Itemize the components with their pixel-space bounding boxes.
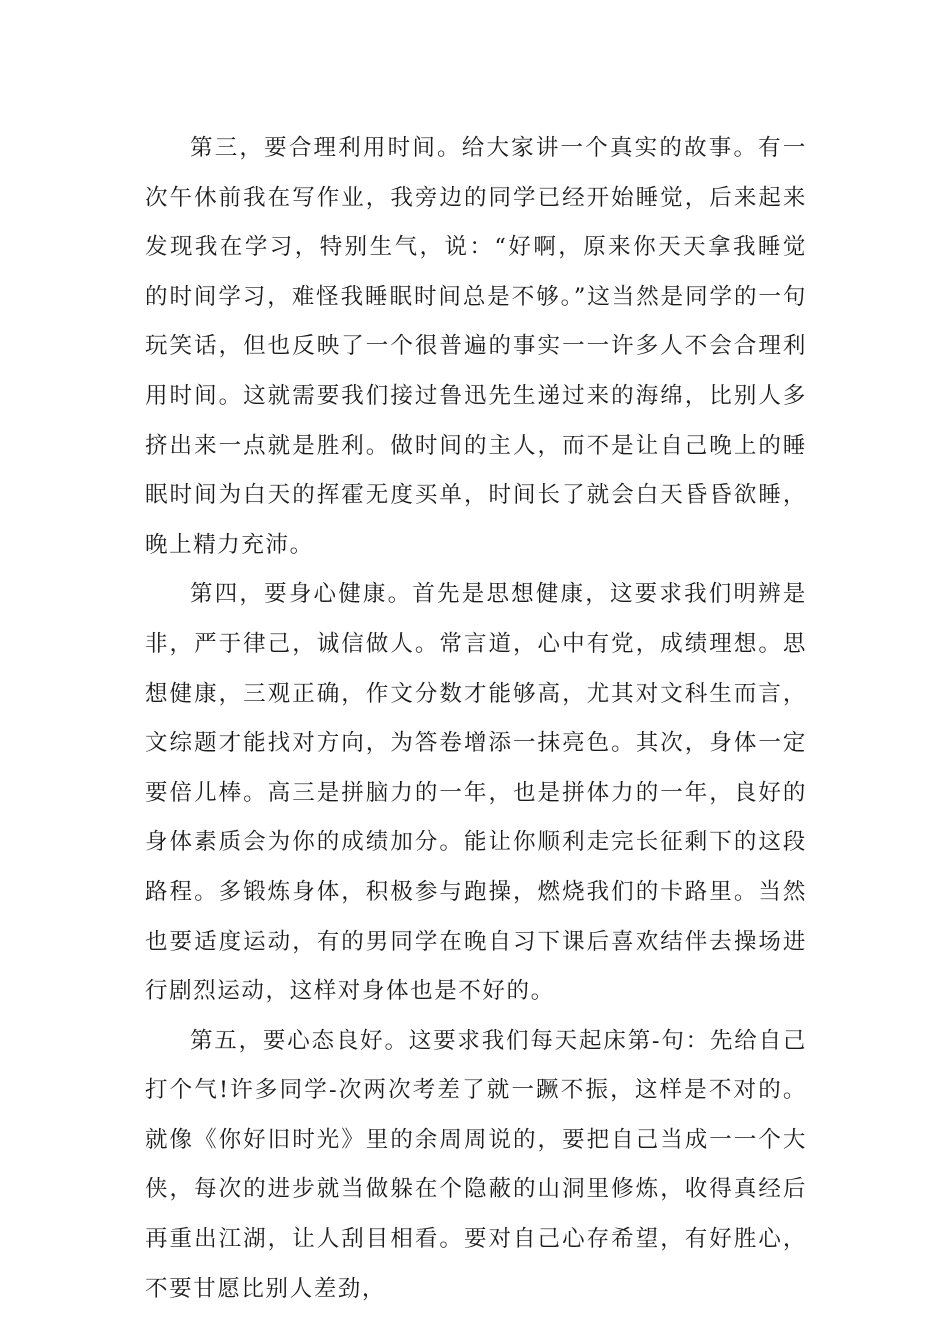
paragraph-time-management: 第三，要合理利用时间。给大家讲一个真实的故事。有一次午休前我在写作业，我旁边的同学已经开始睡觉，后来起来发现我在学习，特别生气，说：“好啊，原来你天天拿我睡觉的时间学习，难怪我睡眠时间总是不够。”这当然是同学的一句玩笑话，但也反映了一个很普遍的事实一一许多人不会合理利用时间。这就需要我们接过鲁迅先生递过来的海绵，比别人多挤出来一点就是胜利。做时间的主人，而不是让自己晚上的睡眠时间为白天的挥霍无度买单，时间长了就会白天昏昏欲睡，晚上精力充沛。 (145, 135, 807, 558)
paragraph-mindset: 第五，要心态良好。这要求我们每天起床第-句：先给自己打个气!许多同学-次两次考差了就一蹶不振，这样是不对的。就像《你好旧时光》里的余周周说的，要把自己当成一一个大侠，每次的进步就当做躲在个隐蔽的山洞里修炼，收得真经后再重出江湖，让人刮目相看。要对自己心存希望，有好胜心，不要甘愿比别人差劲， (145, 1027, 807, 1302)
document-body (145, 124, 807, 1314)
paragraph-health: 第四，要身心健康。首先是思想健康，这要求我们明辨是非，严于律己，诚信做人。常言道，心中有党，成绩理想。思想健康，三观正确，作文分数才能够高，尤其对文科生而言，文综题才能找对方向，为答卷增添一抹亮色。其次，身体一定要倍儿棒。高三是拼脑力的一年，也是拼体力的一年，良好的身体素质会为你的成绩加分。能让你顺利走完长征剩下的这段路程。多锻炼身体，积极参与跑操，燃烧我们的卡路里。当然也要适度运动，有的男同学在晚自习下课后喜欢结伴去操场进行剧烈运动，这样对身体也是不好的。 (145, 581, 807, 1005)
